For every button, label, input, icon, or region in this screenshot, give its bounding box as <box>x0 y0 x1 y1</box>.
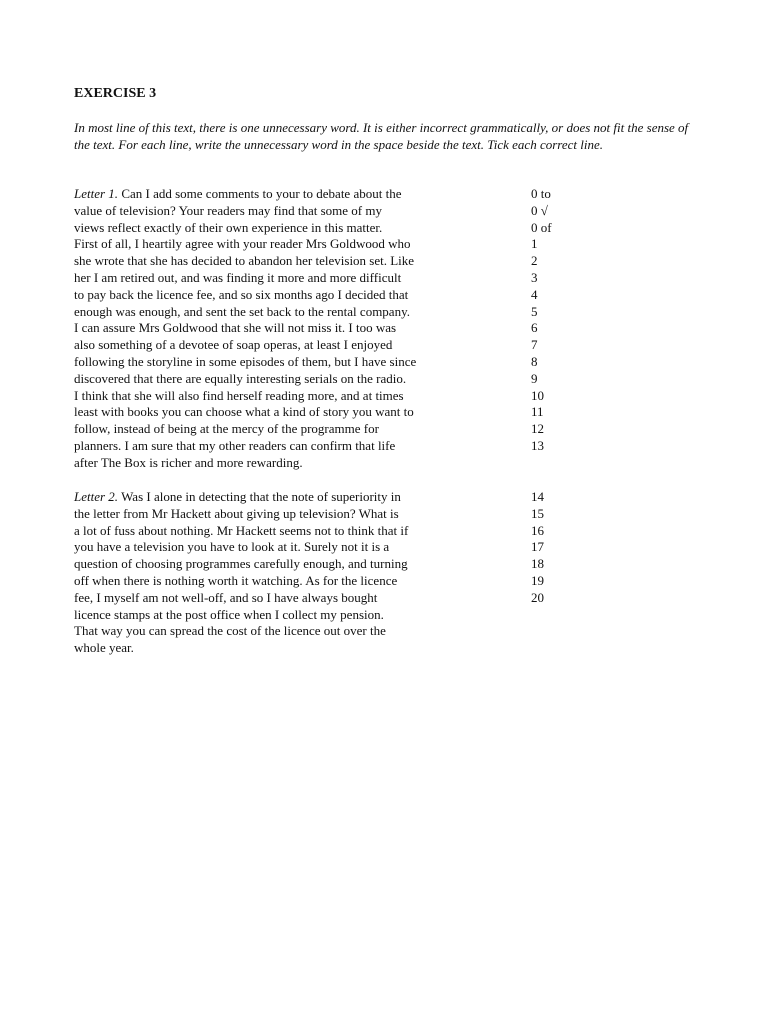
line-number: 13 <box>531 437 544 453</box>
line-number: 16 <box>531 522 544 538</box>
line-number: 2 <box>531 253 538 269</box>
line-text: the letter from Mr Hackett about giving up television? What is <box>74 505 399 521</box>
line-text: she wrote that she has decided to abandon her television set. Like <box>74 253 415 269</box>
line-text: discovered that there are equally interesting serials on the radio. <box>74 370 407 386</box>
line-text: follow, instead of being at the mercy of the programme for <box>74 421 379 437</box>
line-text: off when there is nothing worth it watching. As for the licence <box>74 572 398 588</box>
line-text: following the storyline in some episodes of them, but I have since <box>74 353 417 369</box>
line-number: 15 <box>531 505 544 521</box>
line-text: her I am retired out, and was finding it more and more difficult <box>74 269 402 285</box>
line-text: enough was enough, and sent the set back to the rental company. <box>74 303 410 319</box>
line-number: 19 <box>531 572 544 588</box>
line-number: 10 <box>531 387 544 403</box>
line-number: 12 <box>531 421 544 437</box>
line-number: 11 <box>531 404 544 420</box>
line-number: 0 to <box>531 186 551 201</box>
line-number: 7 <box>531 337 538 353</box>
line-text: licence stamps at the post office when I collect my pension. <box>74 606 384 622</box>
line-number: 6 <box>531 320 538 336</box>
line-text: That way you can spread the cost of the licence out over the <box>74 623 386 639</box>
line-number: 8 <box>531 353 538 369</box>
line-number: 3 <box>531 269 538 285</box>
line-text <box>74 489 401 506</box>
line-text: I think that she will also find herself reading more, and at times <box>74 387 404 403</box>
line-text: fee, I myself am not well-off, and so I have always bought <box>74 589 378 605</box>
line-number: 5 <box>531 303 538 319</box>
line-text: value of television? Your readers may find that some of my <box>74 202 382 218</box>
line-number: 14 <box>531 489 544 504</box>
line-number: 18 <box>531 556 544 572</box>
line-text: also something of a devotee of soap operas, at least I enjoyed <box>74 337 393 353</box>
line-number: 0 √ <box>531 202 548 218</box>
line-text: to pay back the licence fee, and so six months ago I decided that <box>74 286 409 302</box>
instructions-text: In most line of this text, there is one unnecessary word. It is either incorrect grammatically, or does not fit the sense of the text. For each line, write the unnecessary word in the space beside the text. Tick each correct line. <box>74 120 689 152</box>
line-text: you have a television you have to look at it. Surely not it is a <box>74 539 390 555</box>
line-text: planners. I am sure that my other readers can confirm that life <box>74 437 396 453</box>
exercise-title: EXERCISE 3 <box>74 86 157 101</box>
line-text: I can assure Mrs Goldwood that she will not miss it. I too was <box>74 320 397 336</box>
line-text: views reflect exactly of their own experience in this matter. <box>74 219 383 235</box>
line-number: 4 <box>531 286 538 302</box>
line-text: whole year. <box>74 640 134 656</box>
line-number: 0 of <box>531 219 552 235</box>
line-number: 17 <box>531 539 544 555</box>
line-text: a lot of fuss about nothing. Mr Hackett seems not to think that if <box>74 522 409 538</box>
line-text <box>74 186 401 203</box>
line-text: First of all, I heartily agree with your reader Mrs Goldwood who <box>74 236 411 252</box>
line-text: least with books you can choose what a kind of story you want to <box>74 404 414 420</box>
line-text: question of choosing programmes carefully enough, and turning <box>74 556 408 572</box>
letter-label: Letter 1. <box>74 186 119 201</box>
line-number: 1 <box>531 236 538 252</box>
line-text: after The Box is richer and more rewarding. <box>74 454 303 470</box>
letter-label: Letter 2. <box>74 489 119 504</box>
line-content: Was I alone in detecting that the note of superiority in <box>118 489 401 504</box>
line-number: 9 <box>531 370 538 386</box>
line-number: 20 <box>531 589 544 605</box>
line-content: Can I add some comments to your to debate about the <box>118 186 402 201</box>
